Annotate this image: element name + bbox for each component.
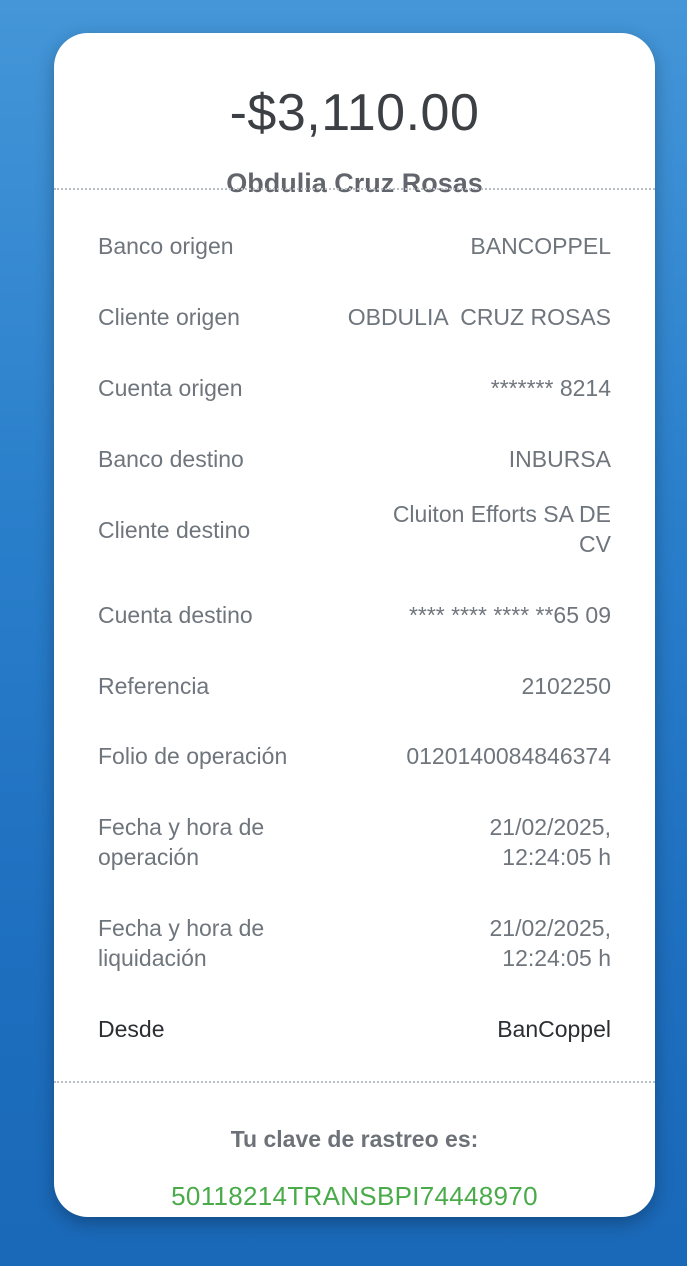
detail-value: 0120140084846374 — [406, 743, 611, 769]
top-divider — [54, 188, 655, 190]
detail-row-cliente-origen — [98, 302, 611, 332]
detail-value: ******* 8214 — [490, 375, 611, 401]
detail-value: OBDULIA CRUZ ROSAS — [347, 304, 611, 330]
detail-row-fecha-operacion — [98, 812, 618, 872]
detail-label: Banco origen — [98, 233, 234, 259]
detail-label: Fecha y hora de liquidación — [98, 915, 265, 971]
detail-row-banco-origen — [98, 231, 611, 261]
detail-label: Referencia — [98, 673, 210, 699]
detail-label: Folio de operación — [98, 743, 288, 769]
detail-value: **** **** **** **65 09 — [408, 602, 611, 628]
detail-value: 21/02/2025, 12:24:05 h — [489, 915, 618, 971]
detail-label: Fecha y hora de operación — [98, 814, 265, 870]
detail-label: Cuenta destino — [98, 602, 253, 628]
transfer-receipt-card — [54, 33, 655, 1217]
tracking-title: Tu clave de rastreo es: — [230, 1126, 479, 1152]
detail-value: 2102250 — [521, 673, 611, 699]
detail-row-folio-operacion — [98, 741, 611, 771]
bottom-divider — [54, 1081, 655, 1083]
detail-row-cliente-destino — [98, 499, 618, 559]
detail-row-cuenta-origen — [98, 373, 611, 403]
detail-label: Cliente origen — [98, 304, 240, 330]
recipient-name: Obdulia Cruz Rosas — [226, 168, 483, 198]
tracking-code: 50118214TRANSBPI74448970 — [171, 1181, 538, 1211]
detail-value: Cluiton Efforts SA DE CV — [392, 501, 618, 557]
detail-value: BanCoppel — [497, 1016, 611, 1042]
detail-label: Cliente destino — [98, 517, 251, 543]
detail-label: Banco destino — [98, 446, 244, 472]
detail-row-referencia — [98, 671, 611, 701]
transfer-amount: -$3,110.00 — [229, 84, 480, 142]
detail-row-desde — [98, 1014, 611, 1044]
detail-row-banco-destino — [98, 444, 611, 474]
detail-value: BANCOPPEL — [470, 233, 611, 259]
detail-value: 21/02/2025, 12:24:05 h — [489, 814, 618, 870]
detail-label: Cuenta origen — [98, 375, 243, 401]
detail-row-cuenta-destino — [98, 600, 611, 630]
detail-value: INBURSA — [508, 446, 611, 472]
detail-row-fecha-liquidacion — [98, 913, 618, 973]
detail-label: Desde — [98, 1016, 165, 1042]
